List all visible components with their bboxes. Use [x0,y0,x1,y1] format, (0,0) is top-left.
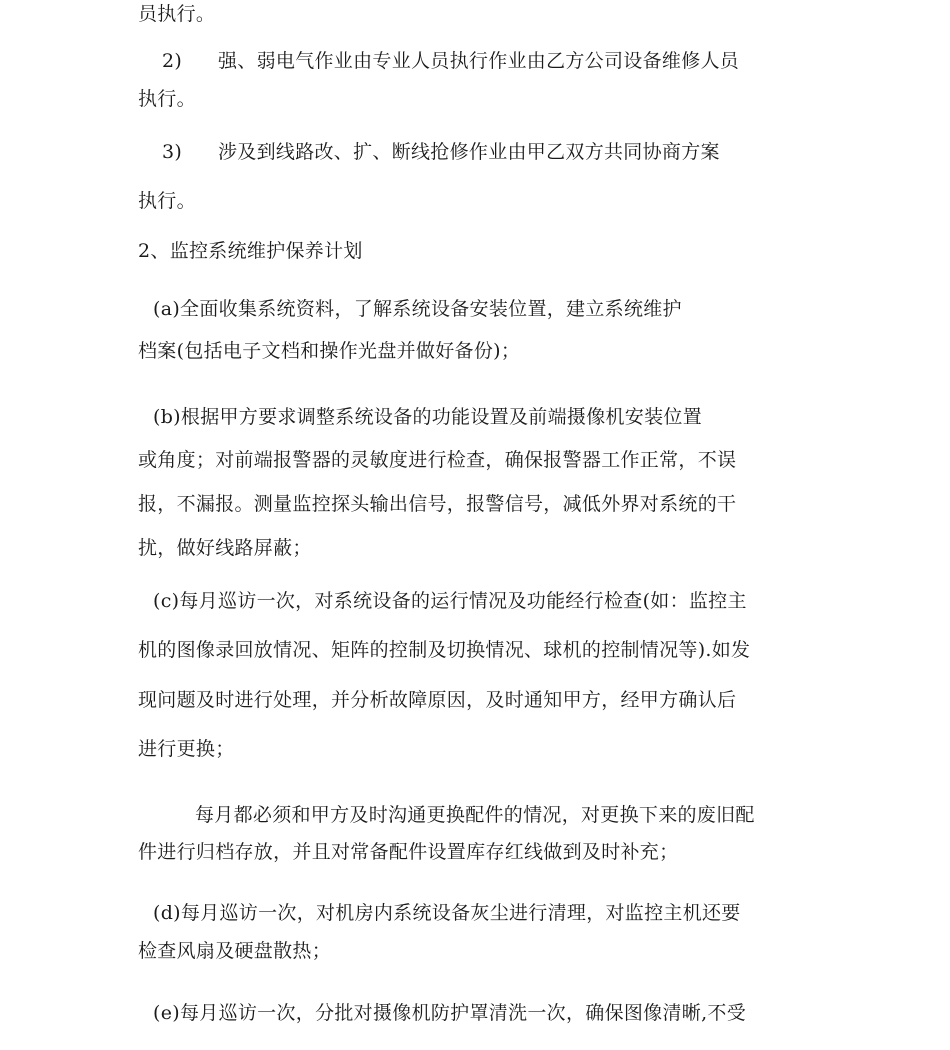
paragraph-line: 执行。 [138,88,196,110]
paragraph-c-line-1: (c)每月巡访一次，对系统设备的运行情况及功能经行检查(如：监控主 [153,590,747,612]
paragraph-b-line-2: 或角度；对前端报警器的灵敏度进行检查，确保报警器工作正常，不误 [138,449,737,471]
section-heading: 2、监控系统维护保养计划 [138,240,363,262]
list-item-3 [162,140,720,164]
list-number: 2) [162,50,183,72]
paragraph-c-line-3: 现问题及时进行处理，并分析故障原因，及时通知甲方，经甲方确认后 [138,689,737,711]
paragraph-line: 员执行。 [138,3,216,25]
paragraph-e-line-1: (e)每月巡访一次，分批对摄像机防护罩清洗一次，确保图像清晰,不受 [153,1002,747,1024]
paragraph-c-line-4: 进行更换； [138,738,235,760]
paragraph-a-line-1: (a)全面收集系统资料，了解系统设备安装位置，建立系统维护 [153,298,682,320]
list-item-2 [162,49,739,73]
paragraph-line: 执行。 [138,190,196,212]
paragraph-d-line-1: (d)每月巡访一次，对机房内系统设备灰尘进行清理，对监控主机还要 [153,902,741,924]
paragraph-m-line-1: 每月都必须和甲方及时沟通更换配件的情况，对更换下来的废旧配 [195,804,755,826]
paragraph-m-line-2: 件进行归档存放，并且对常备配件设置库存红线做到及时补充； [138,841,679,863]
list-number: 3) [162,141,183,163]
paragraph-b-line-4: 扰，做好线路屏蔽； [138,537,312,559]
paragraph-b-line-3: 报，不漏报。测量监控探头输出信号，报警信号，减低外界对系统的干 [138,493,737,515]
paragraph-line: 强、弱电气作业由专业人员执行作业由乙方公司设备维修人员 [218,50,740,72]
paragraph-c-line-2: 机的图像录回放情况、矩阵的控制及切换情况、球机的控制情况等).如发 [138,639,751,661]
paragraph-b-line-1: (b)根据甲方要求调整系统设备的功能设置及前端摄像机安装位置 [153,406,702,428]
paragraph-line: 涉及到线路改、扩、断线抢修作业由甲乙双方共同协商方案 [218,141,720,163]
paragraph-d-line-2: 检查风扇及硬盘散热； [138,940,332,962]
paragraph-a-line-2: 档案(包括电子文档和操作光盘并做好备份)； [138,340,521,362]
